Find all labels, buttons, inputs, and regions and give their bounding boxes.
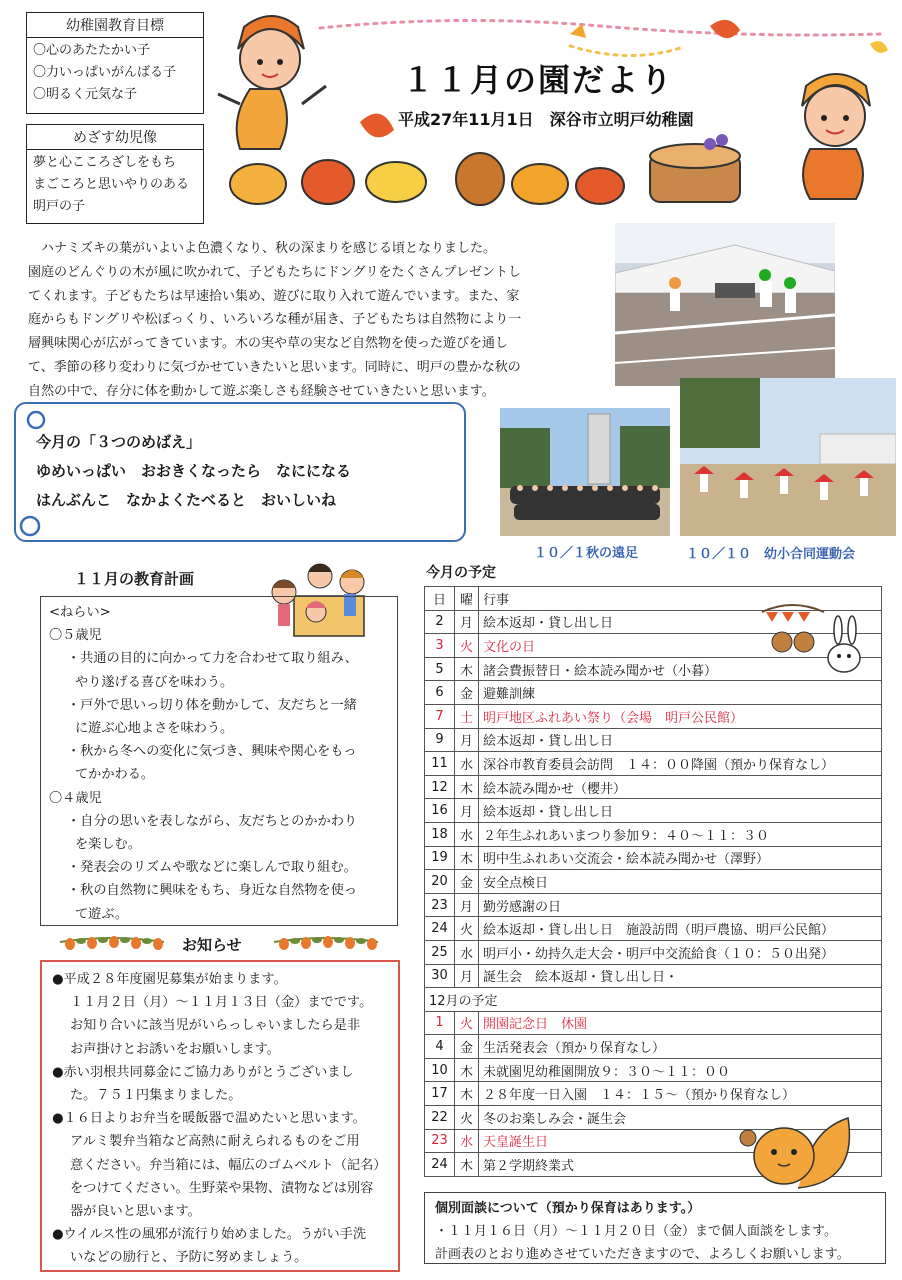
notice-line: ●平成２８年度園児募集が始まります。 — [52, 972, 287, 987]
mebae-line: はんぶんこ なかよくたべると おいしいね — [36, 491, 337, 509]
notice-line: 器が良いと思います。 — [70, 1204, 201, 1220]
schedule-weekday: 水 — [455, 1129, 479, 1153]
schedule-event: 第２学期終業式 — [479, 1153, 882, 1177]
schedule-day: 2 — [425, 610, 455, 634]
schedule-weekday: 木 — [455, 657, 479, 681]
plan-line: ・秋から冬への変化に気づき、興味や関心をもっ — [67, 744, 357, 760]
schedule-day: 9 — [425, 728, 455, 752]
schedule-event: 深谷市教育委員会訪問 １４：００降園（預かり保育なし） — [479, 752, 882, 776]
schedule-event: 開園記念日 休園 — [479, 1011, 882, 1035]
schedule-event: 文化の日 — [479, 634, 882, 658]
ideal-child-line: まごころと思いやりのある — [33, 177, 190, 192]
schedule-day: 30 — [425, 964, 455, 988]
schedule-weekday: 月 — [455, 964, 479, 988]
ideal-child-box — [26, 124, 204, 224]
schedule-row — [425, 775, 882, 799]
schedule-day: 1 — [425, 1011, 455, 1035]
schedule-weekday: 水 — [455, 752, 479, 776]
notice-line: １１月２日（月）～１１月１３日（金）までです。 — [70, 995, 373, 1011]
plan-line: ・戸外で思いっ切り体を動かして、友だちと一緒 — [67, 697, 357, 713]
plan-line: <ねらい> — [49, 605, 111, 620]
schedule-day: 24 — [425, 1153, 455, 1177]
schedule-row — [425, 1035, 882, 1059]
plan-heading: １１月の教育計画 — [74, 570, 195, 588]
sports-day-race-photo — [615, 223, 835, 386]
plan-line: を楽しむ。 — [75, 837, 141, 853]
intro-line: 層興味関心が広がってきています。木の実や草の実など自然物を使った遊びを通し — [28, 336, 508, 352]
mebae-heading: 今月の「３つのめばえ」 — [36, 433, 202, 451]
notice-line: た。７５１円集まりました。 — [70, 1088, 242, 1104]
plan-line: に遊ぶ心地よさを味わう。 — [75, 721, 234, 737]
ideal-child-line: 明戸の子 — [33, 199, 86, 214]
plan-line: 〇５歳児 — [49, 628, 102, 644]
schedule-event: 明戸小・幼持久走大会・明戸中交流給食（１０：５０出発） — [479, 940, 882, 964]
schedule-weekday: 火 — [455, 917, 479, 941]
schedule-header-event: 行事 — [479, 587, 882, 611]
schedule-event: 明中生ふれあい交流会・絵本読み聞かせ（澤野） — [479, 846, 882, 870]
schedule-day: 6 — [425, 681, 455, 705]
schedule-event: 避難訓練 — [479, 681, 882, 705]
schedule-weekday: 土 — [455, 704, 479, 728]
schedule-row — [425, 846, 882, 870]
interview-line: 計画表のとおり進めさせていただきますので、よろしくお願いします。 — [435, 1247, 850, 1262]
schedule-day: 10 — [425, 1058, 455, 1082]
schedule-weekday: 木 — [455, 846, 479, 870]
notice-box — [40, 960, 400, 1272]
schedule-event: 安全点検日 — [479, 870, 882, 894]
schedule-row — [425, 704, 882, 728]
schedule-row — [425, 964, 882, 988]
schedule-day: 20 — [425, 870, 455, 894]
schedule-header-day: 日 — [425, 587, 455, 611]
ideal-child-heading: めざす幼児像 — [27, 125, 203, 150]
schedule-event: 絵本読み聞かせ（櫻井） — [479, 775, 882, 799]
schedule-day: 23 — [425, 1129, 455, 1153]
goal-item: 〇明るく元気な子 — [33, 87, 138, 102]
intro-paragraph — [28, 237, 600, 404]
schedule-row — [425, 893, 882, 917]
schedule-event: 天皇誕生日 — [479, 1129, 882, 1153]
schedule-weekday: 水 — [455, 822, 479, 846]
intro-line: 園庭のどんぐりの木が風に吹かれて、子どもたちにドングリをたくさんプレゼントし — [28, 264, 521, 280]
schedule-row — [425, 752, 882, 776]
schedule-weekday: 月 — [455, 610, 479, 634]
mebae-line: ゆめいっぱい おおきくなったら なにになる — [36, 462, 352, 480]
schedule-weekday: 火 — [455, 1011, 479, 1035]
education-goals-list — [27, 38, 203, 106]
schedule-weekday: 金 — [455, 1035, 479, 1059]
schedule-weekday: 木 — [455, 1058, 479, 1082]
schedule-day: 12 — [425, 775, 455, 799]
newsletter-title: １１月の園だより — [402, 61, 675, 99]
schedule-day: 16 — [425, 799, 455, 823]
education-goals-heading: 幼稚園教育目標 — [27, 13, 203, 38]
schedule-row — [425, 1011, 882, 1035]
plan-box — [40, 596, 398, 926]
notice-line: お知り合いに該当児がいらっしゃいましたら是非 — [70, 1018, 361, 1034]
schedule-day: 7 — [425, 704, 455, 728]
schedule-heading: 今月の予定 — [426, 565, 496, 581]
schedule-event: ２年生ふれあいまつり参加９：４０～１１：３０ — [479, 822, 882, 846]
schedule-day: 11 — [425, 752, 455, 776]
plan-line: ・自分の思いを表しながら、友だちとのかかわり — [67, 813, 358, 829]
schedule-day: 4 — [425, 1035, 455, 1059]
intro-line: 庭からもドングリや松ぼっくり、いろいろな種が届き、子どもたちは自然物により一 — [28, 312, 522, 328]
scroll-curl-icon — [24, 408, 48, 432]
ideal-child-line: 夢と心こころざしをもち — [33, 155, 177, 170]
sports-day-dance-photo — [680, 378, 896, 536]
notice-line: お声掛けとお誘いをお願いします。 — [70, 1041, 280, 1057]
mebae-scroll-banner — [14, 402, 466, 542]
schedule-day: 18 — [425, 822, 455, 846]
plan-line: やり遂げる喜びを味わう。 — [75, 674, 234, 690]
ideal-child-list — [27, 150, 203, 218]
schedule-event: 絵本返却・貸し出し日 — [479, 610, 882, 634]
schedule-header-weekday: 曜 — [455, 587, 479, 611]
schedule-weekday: 火 — [455, 1106, 479, 1130]
schedule-row — [425, 822, 882, 846]
schedule-event: 未就園児幼稚園開放９：３０～１１：００ — [479, 1058, 882, 1082]
notice-line: ●１６日よりお弁当を暖飯器で温めたいと思います。 — [52, 1111, 366, 1127]
intro-line: てくれます。子どもたちは早速拾い集め、遊びに取り入れて遊んでいます。また、家 — [28, 288, 520, 304]
interview-heading: 個別面談について（預かり保育はあります。） — [435, 1201, 701, 1216]
goal-item: 〇心のあたたかい子 — [33, 43, 151, 58]
schedule-weekday: 水 — [455, 940, 479, 964]
schedule-day: 5 — [425, 657, 455, 681]
squirrel-rabbit-icon — [760, 598, 870, 686]
notice-line: 意ください。弁当箱には、幅広のゴムベルト（記名） — [70, 1157, 387, 1173]
plan-line: 〇４歳児 — [49, 790, 102, 806]
schedule-event: 絵本返却・貸し出し日 — [479, 799, 882, 823]
schedule-weekday: 月 — [455, 893, 479, 917]
schedule-weekday: 木 — [455, 775, 479, 799]
plan-line: ・共通の目的に向かって力を合わせて取り組み、 — [67, 651, 358, 667]
schedule-row — [425, 728, 882, 752]
schedule-weekday: 月 — [455, 728, 479, 752]
intro-line: ハナミズキの葉がいよいよ色濃くなり、秋の深まりを感じる頃となりました。 — [28, 241, 497, 256]
schedule-day: 23 — [425, 893, 455, 917]
schedule-weekday: 木 — [455, 1082, 479, 1106]
schedule-row — [425, 1082, 882, 1106]
photo-caption-sports-day: １０／１０ 幼小合同運動会 — [686, 547, 856, 562]
schedule-row — [425, 799, 882, 823]
notice-line: アルミ製弁当箱など高熱に耐えられるものをご用 — [70, 1134, 360, 1150]
schedule-day: 19 — [425, 846, 455, 870]
acorn-garland-right-icon — [272, 932, 380, 952]
schedule-event: ２８年度一日入園 １４：１５～（預かり保育なし） — [479, 1082, 882, 1106]
education-goals-box — [26, 12, 204, 114]
schedule-event: 勤労感謝の日 — [479, 893, 882, 917]
schedule-day: 3 — [425, 634, 455, 658]
schedule-event: 誕生会 絵本返却・貸し出し日・ — [479, 964, 882, 988]
interview-line: ・１１月１６日（月）～１１月２０日（金）まで個人面談をします。 — [435, 1224, 837, 1239]
schedule-event: 絵本返却・貸し出し日 施設訪問（明戸農協、明戸公民館） — [479, 917, 882, 941]
intro-line: 自然の中で、存分に体を動かして遊ぶ楽しさも経験させていきたいと思います。 — [28, 383, 495, 399]
interview-box — [424, 1192, 886, 1264]
schedule-event: 生活発表会（預かり保育なし） — [479, 1035, 882, 1059]
goal-item: 〇力いっぱいがんばる子 — [33, 65, 177, 80]
plan-line: ・発表会のリズムや歌などに楽しんで取り組む。 — [67, 860, 357, 876]
intro-line: て、季節の移り変わりに気づかせていきたいと思います。同時に、明戸の豊かな秋の — [28, 359, 521, 375]
notice-line: ●ウイルス性の風邪が流行り始めました。うがい手洗 — [52, 1227, 367, 1243]
schedule-weekday: 金 — [455, 681, 479, 705]
schedule-december-heading-row — [425, 988, 882, 1012]
notice-line: いなどの励行と、予防に努めましょう。 — [70, 1250, 308, 1266]
squirrel-icon — [738, 1108, 858, 1204]
plan-line: てかかわる。 — [75, 767, 155, 783]
scroll-curl-icon — [16, 512, 44, 540]
schedule-december-heading: 12月の予定 — [425, 988, 882, 1012]
notice-lines — [52, 968, 390, 1270]
schedule-event: 諸会費振替日・絵本読み聞かせ（小暮） — [479, 657, 882, 681]
schedule-row — [425, 940, 882, 964]
school-trip-group-photo — [500, 408, 670, 536]
plan-lines — [49, 601, 387, 926]
photo-caption-trip: １０／１秋の遠足 — [534, 546, 639, 561]
schedule-weekday: 金 — [455, 870, 479, 894]
notice-line: ●赤い羽根共同募金にご協力ありがとうございまし — [52, 1064, 354, 1080]
schedule-day: 24 — [425, 917, 455, 941]
schedule-weekday: 月 — [455, 799, 479, 823]
acorn-garland-left-icon — [58, 932, 166, 952]
schedule-day: 25 — [425, 940, 455, 964]
schedule-row — [425, 870, 882, 894]
notice-heading: お知らせ — [182, 936, 242, 954]
schedule-day: 17 — [425, 1082, 455, 1106]
schedule-row — [425, 1058, 882, 1082]
plan-line: て遊ぶ。 — [75, 906, 129, 922]
newsletter-subtitle: 平成27年11月1日 深谷市立明戸幼稚園 — [398, 110, 694, 129]
schedule-event: 冬のお楽しみ会・誕生会 — [479, 1106, 882, 1130]
autumn-child-left-icon — [218, 16, 326, 149]
autumn-child-right-icon — [802, 74, 870, 199]
leaves-row-icon — [230, 134, 740, 205]
schedule-event: 明戸地区ふれあい祭り（会場 明戸公民館） — [479, 704, 882, 728]
schedule-day: 22 — [425, 1106, 455, 1130]
plan-line: ・秋の自然物に興味をもち、身近な自然物を使っ — [67, 883, 358, 899]
schedule-row — [425, 917, 882, 941]
schedule-weekday: 木 — [455, 1153, 479, 1177]
schedule-weekday: 火 — [455, 634, 479, 658]
schedule-event: 絵本返却・貸し出し日 — [479, 728, 882, 752]
notice-line: をつけてください。生野菜や果物、漬物などは別容 — [70, 1180, 374, 1196]
